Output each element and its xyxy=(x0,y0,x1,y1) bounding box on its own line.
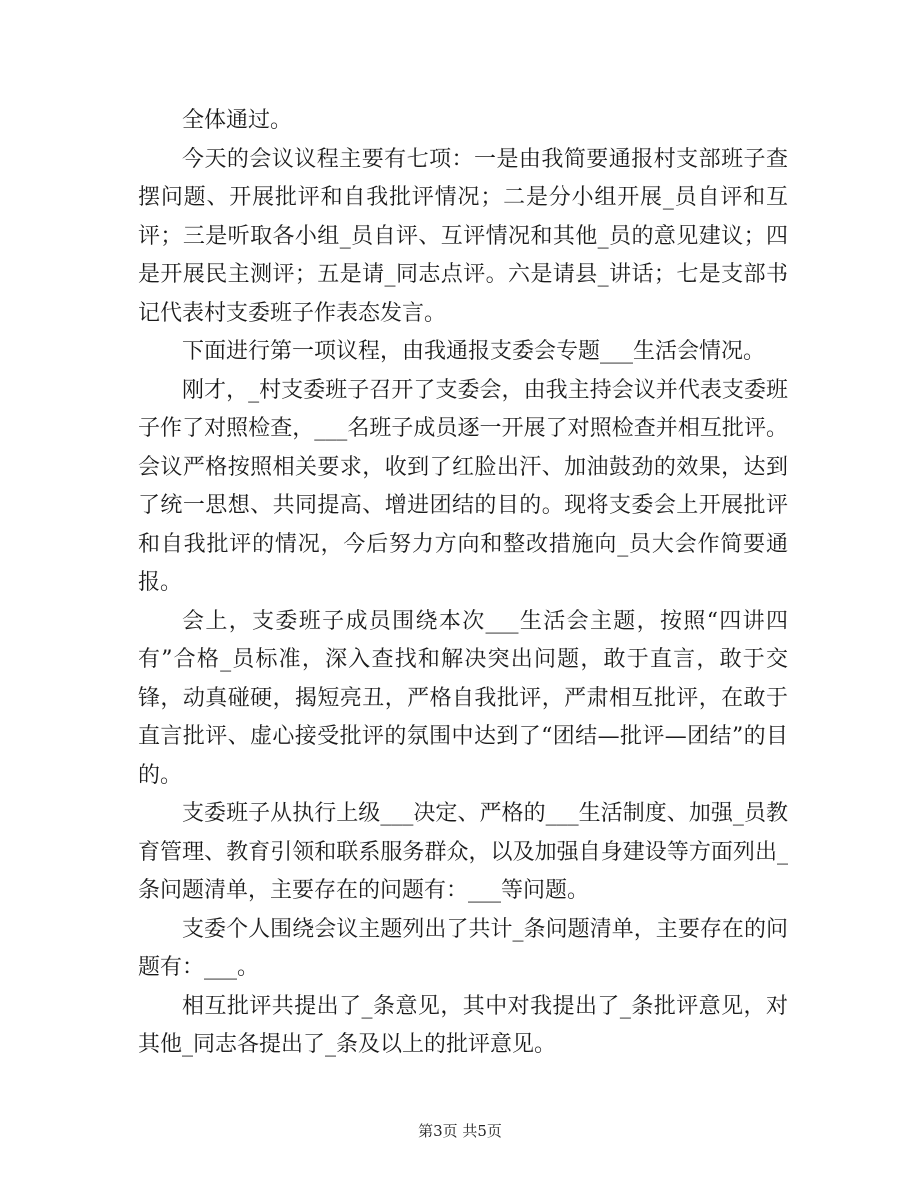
paragraph-7: 支委个人围绕会议主题列出了共计_条问题清单，主要存在的问题有：___。 xyxy=(138,916,788,980)
paragraph-4: 刚才，_村支委班子召开了支委会，由我主持会议并代表支委班子作了对照检查，___名班子成员逐一开展了对照检查并相互批评。会议严格按照相关要求，收到了红脸出汗、加油鼓劲的效果，达到了统一思想、共同提高、增进团结的目的。现将支委会上开展批评和自我批评的情况，今后努力方向和整改措施向_员大会作简要通报。 xyxy=(138,377,788,595)
paragraph-8: 相互批评共提出了_条意见，其中对我提出了_条批评意见，对其他_同志各提出了_条及以上的批评意见。 xyxy=(138,993,788,1057)
paragraph-3: 下面进行第一项议程，由我通报支委会专题___生活会情况。 xyxy=(182,339,766,364)
paragraph-2: 今天的会议议程主要有七项：一是由我简要通报村支部班子查摆问题、开展批评和自我批评情况；二是分小组开展_员自评和互评；三是听取各小组_员自评、互评情况和其他_员的意见建议；四是开展民主测评；五是请_同志点评。六是请县_讲话；七是支部书记代表村支委班子作表态发言。 xyxy=(138,146,788,326)
paragraph-6: 支委班子从执行上级___决定、严格的___生活制度、加强_员教育管理、教育引领和联系服务群众，以及加强自身建设等方面列出_条问题清单，主要存在的问题有：___等问题。 xyxy=(138,801,788,903)
document-body xyxy=(138,102,788,1065)
paragraph-1: 全体通过。 xyxy=(182,108,293,133)
page-number-footer: 第3页 共5页 xyxy=(418,1122,502,1140)
paragraph-5: 会上，支委班子成员围绕本次___生活会主题，按照“四讲四有”合格_员标准，深入查找和解决突出问题，敢于直言，敢于交锋，动真碰硬，揭短亮丑，严格自我批评，严肃相互批评，在敢于直言批评、虚心接受批评的氛围中达到了“团结—批评—团结”的目的。 xyxy=(138,608,788,788)
